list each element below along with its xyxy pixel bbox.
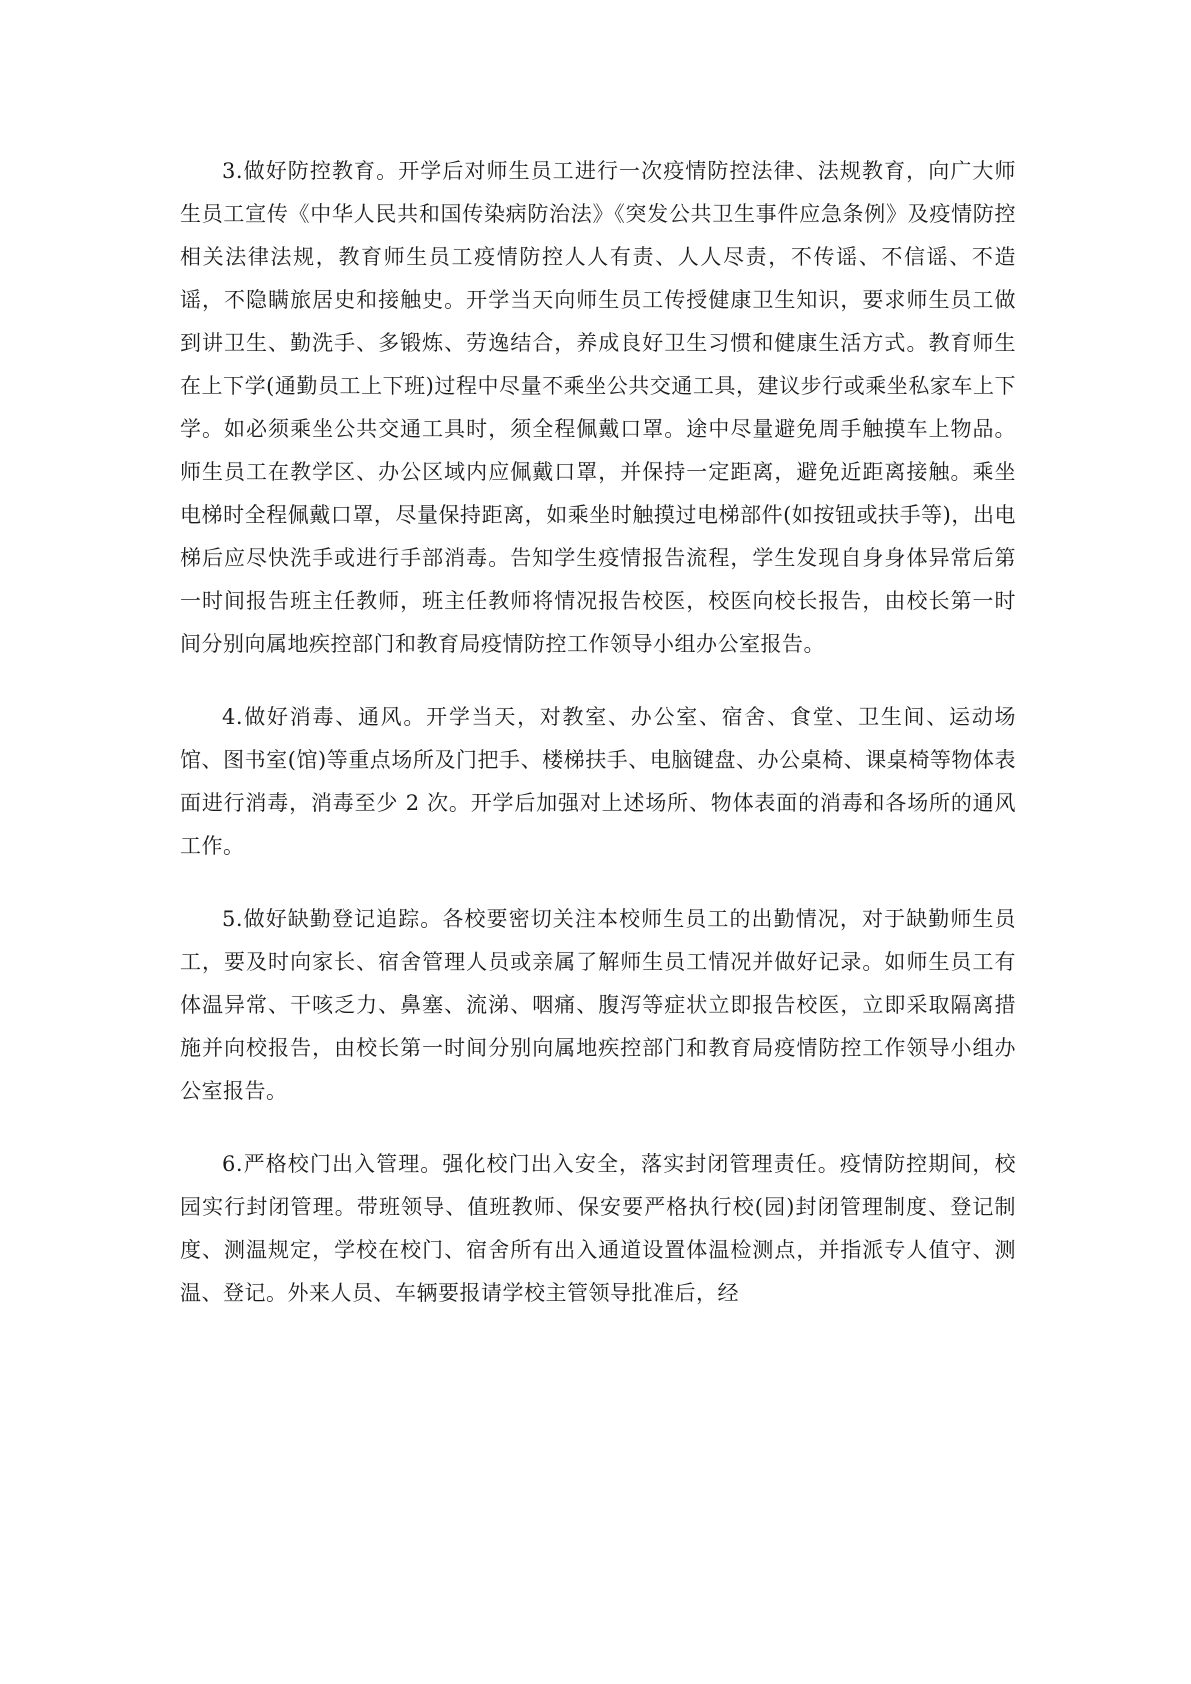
paragraph-disinfection-ventilation: 4.做好消毒、通风。开学当天，对教室、办公室、宿舍、食堂、卫生间、运动场馆、图书室(馆)等重点场所及门把手、楼梯扶手、电脑键盘、办公桌椅、课桌椅等物体表面进行消毒，消毒至少 2 次。开学后加强对上述场所、物体表面的消毒和各场所的通风工作。 [180, 705, 1016, 858]
paragraph-absence-tracking: 5.做好缺勤登记追踪。各校要密切关注本校师生员工的出勤情况，对于缺勤师生员工，要及时向家长、宿舍管理人员或亲属了解师生员工情况并做好记录。如师生员工有体温异常、干咳乏力、鼻塞、流涕、咽痛、腹泻等症状立即报告校医，立即采取隔离措施并向校报告，由校长第一时间分别向属地疾控部门和教育局疫情防控工作领导小组办公室报告。 [180, 907, 1016, 1103]
paragraph-gate-management: 6.严格校门出入管理。强化校门出入安全，落实封闭管理责任。疫情防控期间，校园实行封闭管理。带班领导、值班教师、保安要严格执行校(园)封闭管理制度、登记制度、测温规定，学校在校门、宿舍所有出入通道设置体温检测点，并指派专人值守、测温、登记。外来人员、车辆要报请学校主管领导批准后，经 [180, 1152, 1016, 1305]
paragraph-prevention-education: 3.做好防控教育。开学后对师生员工进行一次疫情防控法律、法规教育，向广大师生员工宣传《中华人民共和国传染病防治法》《突发公共卫生事件应急条例》及疫情防控相关法律法规，教育师生员工疫情防控人人有责、人人尽责，不传谣、不信谣、不造谣，不隐瞒旅居史和接触史。开学当天向师生员工传授健康卫生知识，要求师生员工做到讲卫生、勤洗手、多锻炼、劳逸结合，养成良好卫生习惯和健康生活方式。教育师生在上下学(通勤员工上下班)过程中尽量不乘坐公共交通工具，建议步行或乘坐私家车上下学。如必须乘坐公共交通工具时，须全程佩戴口罩。途中尽量避免周手触摸车上物品。师生员工在教学区、办公区域内应佩戴口罩，并保持一定距离，避免近距离接触。乘坐电梯时全程佩戴口罩，尽量保持距离，如乘坐时触摸过电梯部件(如按钮或扶手等)，出电梯后应尽快洗手或进行手部消毒。告知学生疫情报告流程，学生发现自身身体异常后第一时间报告班主任教师，班主任教师将情况报告校医，校医向校长报告，由校长第一时间分别向属地疾控部门和教育局疫情防控工作领导小组办公室报告。 [180, 159, 1016, 656]
document-page [180, 150, 1016, 1345]
